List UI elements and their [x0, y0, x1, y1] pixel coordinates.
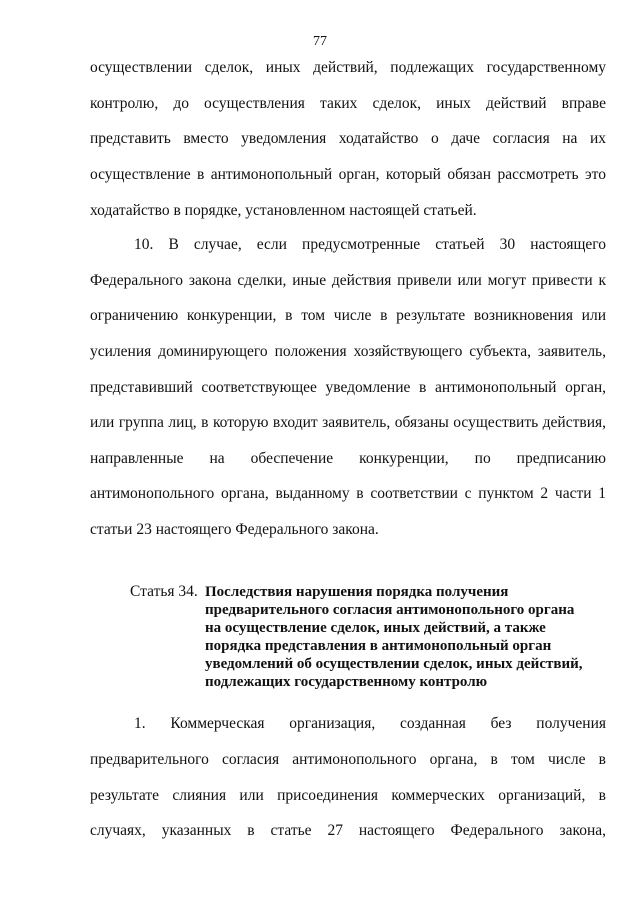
article-label: Статья 34. — [130, 583, 198, 600]
text-line: статьи 23 настоящего Федерального закона. — [90, 521, 379, 538]
text-line: представить вместо уведомления ходатайство о даче согласия на их — [90, 130, 606, 147]
text-line: случаях, указанных в статье 27 настоящего Федерального закона, — [90, 822, 606, 839]
page-number: 77 — [313, 34, 327, 49]
text-line: осуществлении сделок, иных действий, подлежащих государственному — [90, 59, 606, 76]
article-title-line: порядка представления в антимонопольный орган — [205, 638, 552, 654]
text-line: направленные на обеспечение конкуренции, по предписанию — [90, 450, 606, 467]
article-title-line: предварительного согласия антимонопольного органа — [205, 602, 575, 618]
text-line: осуществление в антимонопольный орган, который обязан рассмотреть это — [90, 166, 606, 183]
text-line: Федерального закона сделки, иные действия привели или могут привести к — [90, 272, 606, 289]
text-line: результате слияния или присоединения коммерческих организаций, в — [90, 787, 606, 804]
text-line: антимонопольного органа, выданному в соответствии с пунктом 2 части 1 — [90, 485, 606, 502]
text-line: предварительного согласия антимонопольного органа, в том числе в — [90, 751, 606, 768]
text-line: контролю, до осуществления таких сделок, иных действий вправе — [90, 95, 606, 112]
text-line: 10. В случае, если предусмотренные статьей 30 настоящего — [134, 236, 606, 253]
article-title-line: Последствия нарушения порядка получения — [205, 584, 509, 600]
text-line: ограничению конкуренции, в том числе в результате возникновения или — [90, 307, 606, 324]
text-line: 1. Коммерческая организация, созданная без получения — [134, 715, 606, 732]
text-line: или группа лиц, в которую входит заявитель, обязаны осуществить действия, — [90, 414, 606, 431]
article-title-line: подлежащих государственному контролю — [205, 674, 488, 690]
text-line: усиления доминирующего положения хозяйствующего субъекта, заявитель, — [90, 343, 606, 360]
text-line: ходатайство в порядке, установленном настоящей статьей. — [90, 202, 477, 219]
article-title-line: уведомлений об осуществлении сделок, иных действий, — [205, 656, 583, 672]
article-title-line: на осуществление сделок, иных действий, а также — [205, 620, 546, 636]
text-line: представивший соответствующее уведомление в антимонопольный орган, — [90, 379, 606, 396]
